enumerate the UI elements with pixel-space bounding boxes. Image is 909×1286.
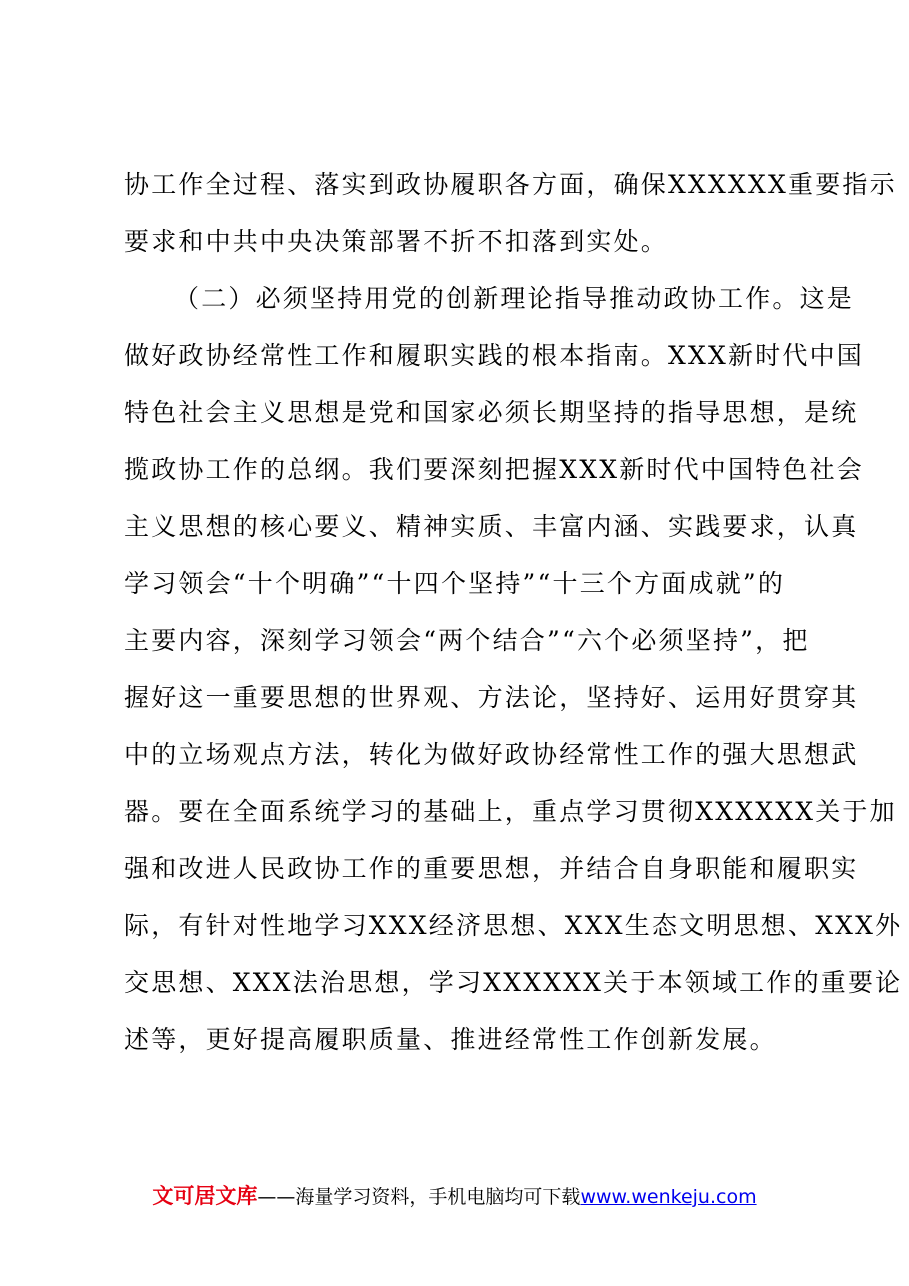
paragraph-line-1: 协工作全过程、落实到政协履职各方面，确保XXXXXX重要指示 bbox=[124, 170, 897, 199]
paragraph-line-2: 要求和中共中央决策部署不折不扣落到实处。 bbox=[124, 227, 669, 256]
paragraph-line-6: 揽政协工作的总纲。我们要深刻把握XXX新时代中国特色社会 bbox=[124, 455, 864, 484]
paragraph-line-11: 中的立场观点方法，转化为做好政协经常性工作的强大思想武 bbox=[124, 740, 859, 769]
footer-site-link[interactable]: www.wenkeju.com bbox=[580, 1186, 757, 1208]
paragraph-line-13: 强和改进人民政协工作的重要思想，并结合自身职能和履职实 bbox=[124, 854, 859, 883]
paragraph-line-10: 握好这一重要思想的世界观、方法论，坚持好、运用好贯穿其 bbox=[124, 683, 859, 712]
footer-brand: 文可居文库 bbox=[152, 1184, 258, 1208]
footer-tagline: ——海量学习资料，手机电脑均可下载 bbox=[257, 1186, 581, 1208]
paragraph-line-8: 学习领会“十个明确”“十四个坚持”“十三个方面成就”的 bbox=[124, 569, 786, 598]
page-footer bbox=[0, 1182, 909, 1211]
paragraph-line-9: 主要内容，深刻学习领会“两个结合”“六个必须坚持”，把 bbox=[124, 626, 810, 655]
paragraph-line-15: 交思想、XXX法治思想，学习XXXXXX关于本领域工作的重要论 bbox=[124, 968, 903, 997]
paragraph-line-5: 特色社会主义思想是党和国家必须长期坚持的指导思想，是统 bbox=[124, 398, 859, 427]
paragraph-line-14: 际，有针对性地学习XXX经济思想、XXX生态文明思想、XXX外 bbox=[124, 911, 903, 940]
section-heading-line: （二）必须坚持用党的创新理论指导推动政协工作。这是 bbox=[174, 284, 855, 313]
paragraph-line-7: 主义思想的核心要义、精神实质、丰富内涵、实践要求，认真 bbox=[124, 512, 859, 541]
paragraph-line-4: 做好政协经常性工作和履职实践的根本指南。XXX新时代中国 bbox=[124, 341, 864, 370]
paragraph-line-16: 述等，更好提高履职质量、推进经常性工作创新发展。 bbox=[124, 1025, 777, 1054]
paragraph-line-12: 器。要在全面系统学习的基础上，重点学习贯彻XXXXXX关于加 bbox=[124, 797, 897, 826]
